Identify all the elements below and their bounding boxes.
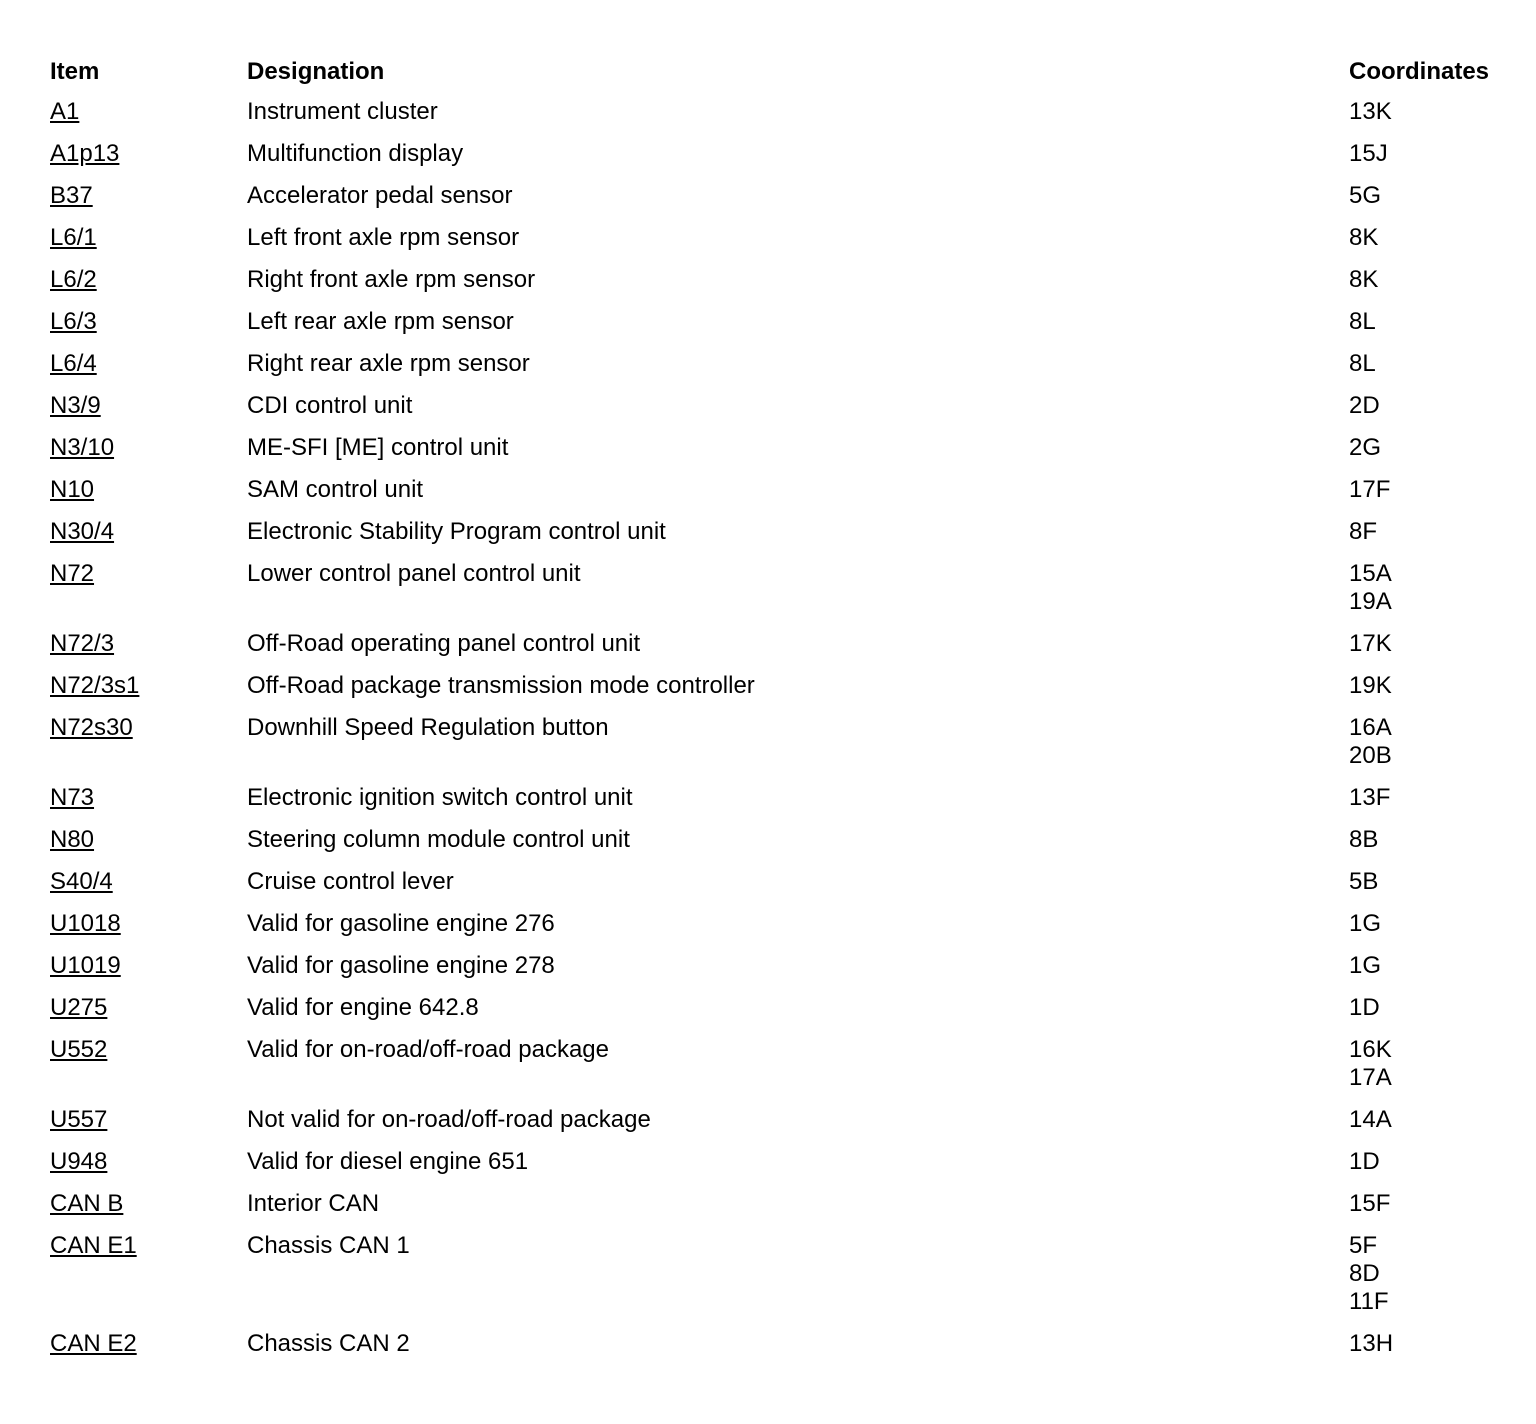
coordinates-cell [1349,266,1510,294]
coordinate-value: 19A [1349,588,1392,615]
coordinate-value: 1D [1349,1148,1380,1175]
coordinates-cell [1349,308,1510,336]
coordinates-cell [1349,630,1510,658]
coordinate-value: 13H [1349,1330,1394,1357]
coordinates-cell [1349,182,1510,210]
coordinate-value: 17K [1349,630,1392,657]
item-link[interactable]: N3/10 [50,434,115,461]
item-link[interactable]: L6/3 [50,308,97,335]
coordinate-value: 19K [1349,672,1392,699]
designation-cell: Interior CAN [247,1190,380,1217]
designation-cell: Off-Road package transmission mode controller [247,672,755,699]
component-legend-table [50,56,1510,1372]
table-row [50,350,1510,392]
coordinates-cell [1349,224,1510,252]
item-link[interactable]: L6/4 [50,350,97,377]
item-link[interactable]: CAN B [50,1190,124,1217]
designation-cell: Steering column module control unit [247,826,630,853]
item-link[interactable]: U948 [50,1148,108,1175]
coordinates-cell [1349,1148,1510,1176]
coordinates-cell [1349,826,1510,854]
table-row [50,392,1510,434]
designation-cell: ME-SFI [ME] control unit [247,434,509,461]
coordinate-value: 20B [1349,742,1392,769]
coordinate-value: 13F [1349,784,1391,811]
table-row [50,98,1510,140]
designation-cell: Accelerator pedal sensor [247,182,513,209]
coordinates-cell [1349,140,1510,168]
coordinate-value: 16A [1349,714,1392,741]
item-cell [50,182,247,210]
item-link[interactable]: CAN E1 [50,1232,137,1259]
designation-cell: Chassis CAN 1 [247,1232,410,1259]
designation-cell: CDI control unit [247,392,413,419]
coordinate-value: 17A [1349,1064,1392,1091]
coordinate-value: 8K [1349,224,1379,251]
designation-cell: Cruise control lever [247,868,454,895]
coordinates-cell [1349,714,1510,770]
coordinate-value: 14A [1349,1106,1392,1133]
table-row [50,672,1510,714]
table-row [50,560,1510,630]
item-cell [50,910,247,938]
table-row [50,714,1510,784]
coordinate-value: 15J [1349,140,1388,167]
designation-cell: SAM control unit [247,476,424,503]
coordinate-value: 1G [1349,952,1382,979]
item-cell [50,392,247,420]
table-row [50,784,1510,826]
coordinates-cell [1349,1106,1510,1134]
designation-cell: Electronic Stability Program control unit [247,518,666,545]
item-cell [50,826,247,854]
table-row [50,826,1510,868]
item-cell [50,518,247,546]
table-row [50,266,1510,308]
coordinates-cell [1349,518,1510,546]
designation-cell: Right rear axle rpm sensor [247,350,530,377]
item-cell [50,994,247,1022]
coordinates-cell [1349,868,1510,896]
coordinates-cell [1349,434,1510,462]
coordinates-cell [1349,1330,1510,1358]
coordinates-cell [1349,952,1510,980]
item-link[interactable]: U1019 [50,952,121,979]
coordinates-cell [1349,1232,1510,1316]
item-cell [50,1190,247,1218]
coordinates-cell [1349,1036,1510,1092]
item-link[interactable]: N80 [50,826,95,853]
coordinates-cell [1349,98,1510,126]
table-header-row [50,56,1510,98]
designation-cell: Instrument cluster [247,98,438,125]
designation-cell: Left front axle rpm sensor [247,224,520,251]
coordinate-value: 15F [1349,1190,1391,1217]
item-link[interactable]: U557 [50,1106,108,1133]
item-link[interactable]: N72 [50,560,95,587]
designation-cell: Electronic ignition switch control unit [247,784,633,811]
coordinate-value: 2G [1349,434,1382,461]
designation-cell: Valid for diesel engine 651 [247,1148,529,1175]
item-cell [50,140,247,168]
coordinates-cell [1349,476,1510,504]
item-cell [50,952,247,980]
coordinates-cell [1349,560,1510,616]
designation-cell: Off-Road operating panel control unit [247,630,641,657]
item-link[interactable]: B37 [50,182,93,209]
coordinates-cell [1349,910,1510,938]
designation-cell: Chassis CAN 2 [247,1330,410,1357]
table-body [50,98,1510,1372]
table-row [50,1232,1510,1330]
table-row [50,476,1510,518]
item-cell [50,1232,247,1260]
coordinate-value: 5G [1349,182,1382,209]
item-link[interactable]: U552 [50,1036,108,1063]
designation-cell: Left rear axle rpm sensor [247,308,514,335]
item-link[interactable]: CAN E2 [50,1330,137,1357]
coordinate-value: 16K [1349,1036,1392,1063]
item-link[interactable]: N10 [50,476,95,503]
item-link[interactable]: N72s30 [50,714,133,741]
item-link[interactable]: U275 [50,994,108,1021]
header-coordinates: Coordinates [1349,58,1490,85]
item-cell [50,868,247,896]
item-cell [50,1106,247,1134]
table-row [50,434,1510,476]
item-cell [50,224,247,252]
designation-cell: Valid for gasoline engine 276 [247,910,555,937]
coordinates-cell [1349,1190,1510,1218]
item-cell [50,266,247,294]
coordinate-value: 5B [1349,868,1379,895]
item-link[interactable]: S40/4 [50,868,113,895]
designation-cell: Lower control panel control unit [247,560,581,587]
table-row [50,910,1510,952]
table-row [50,518,1510,560]
coordinate-value: 13K [1349,98,1392,125]
table-row [50,1036,1510,1106]
item-link[interactable]: A1p13 [50,140,120,167]
table-row [50,224,1510,266]
table-row [50,1330,1510,1372]
item-cell [50,784,247,812]
item-link[interactable]: U1018 [50,910,121,937]
item-cell [50,350,247,378]
item-cell [50,560,247,588]
coordinate-value: 8K [1349,266,1379,293]
header-designation: Designation [247,58,385,85]
table-row [50,1106,1510,1148]
item-cell [50,476,247,504]
table-row [50,308,1510,350]
designation-cell: Multifunction display [247,140,464,167]
designation-cell: Valid for gasoline engine 278 [247,952,555,979]
designation-cell: Not valid for on-road/off-road package [247,1106,651,1133]
item-cell [50,434,247,462]
coordinate-value: 8L [1349,308,1376,335]
item-cell [50,308,247,336]
item-link[interactable]: N30/4 [50,518,115,545]
coordinate-value: 11F [1349,1288,1389,1315]
coordinates-cell [1349,994,1510,1022]
item-cell [50,672,247,700]
item-link[interactable]: N3/9 [50,392,101,419]
item-cell [50,1036,247,1064]
item-link[interactable]: A1 [50,98,80,125]
item-link[interactable]: L6/1 [50,224,97,251]
item-cell [50,1330,247,1358]
item-cell [50,630,247,658]
coordinate-value: 5F [1349,1232,1378,1259]
item-cell [50,1148,247,1176]
item-link[interactable]: N72/3s1 [50,672,140,699]
designation-cell: Valid for engine 642.8 [247,994,479,1021]
table-row [50,994,1510,1036]
table-row [50,182,1510,224]
coordinates-cell [1349,392,1510,420]
coordinates-cell [1349,672,1510,700]
item-link[interactable]: L6/2 [50,266,97,293]
item-cell [50,714,247,742]
table-row [50,1148,1510,1190]
coordinate-value: 1D [1349,994,1380,1021]
designation-cell: Downhill Speed Regulation button [247,714,609,741]
coordinate-value: 8F [1349,518,1378,545]
table-row [50,630,1510,672]
table-row [50,1190,1510,1232]
coordinate-value: 1G [1349,910,1382,937]
item-cell [50,98,247,126]
table-row [50,868,1510,910]
item-link[interactable]: N73 [50,784,95,811]
coordinate-value: 15A [1349,560,1392,587]
coordinate-value: 2D [1349,392,1380,419]
designation-cell: Right front axle rpm sensor [247,266,536,293]
table-row [50,140,1510,182]
coordinate-value: 8B [1349,826,1379,853]
header-item: Item [50,58,100,85]
coordinates-cell [1349,350,1510,378]
coordinate-value: 17F [1349,476,1391,503]
table-row [50,952,1510,994]
coordinates-cell [1349,784,1510,812]
coordinate-value: 8D [1349,1260,1380,1287]
item-link[interactable]: N72/3 [50,630,115,657]
coordinate-value: 8L [1349,350,1376,377]
designation-cell: Valid for on-road/off-road package [247,1036,610,1063]
